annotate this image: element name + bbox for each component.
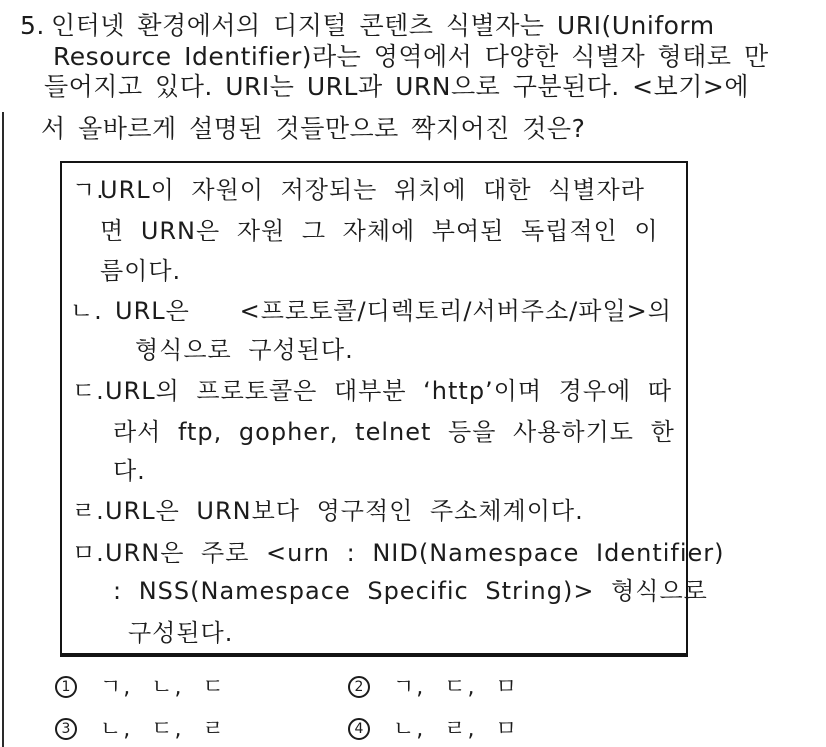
question-text-line-4: 서 올바르게 설명된 것들만으로 짝지어진 것은?	[41, 114, 586, 143]
boki-item-d-line-1: URL의 프로토콜은 대부분 ‘http’이며 경우에 따	[105, 377, 673, 405]
choice-4[interactable]	[348, 718, 638, 747]
boki-box	[60, 161, 725, 657]
boki-item-m-marker: ㅁ.	[72, 539, 105, 567]
choice-2-number: 2	[348, 676, 370, 698]
boki-item-r-line-1: URL은 URN보다 영구적인 주소체계이다.	[105, 497, 584, 525]
question-text-line-1: 인터넷 환경에서의 디지털 콘텐츠 식별자는 URI(Uniform	[51, 11, 715, 40]
question-number: 5.	[20, 11, 45, 40]
boki-item-g-line-1: URL이 자원이 저장되는 위치에 대한 식별자라	[100, 176, 645, 204]
choice-3-number: 3	[55, 718, 77, 740]
choice-4-number: 4	[348, 718, 370, 740]
boki-item-n-line-1: URL은 <프로토콜/디렉토리/서버주소/파일>의	[115, 297, 672, 325]
choice-1-number: 1	[55, 676, 77, 698]
boki-item-m-line-1: URN은 주로 <urn : NID(Namespace Identifier)	[105, 539, 725, 567]
question-text-line-3: 들어지고 있다. URI는 URL과 URN으로 구분된다. <보기>에	[44, 72, 750, 101]
question-text-line-2: Resource Identifier)라는 영역에서 다양한 식별자 형태로 만	[53, 42, 769, 71]
boki-item-d-line-3: 다.	[113, 457, 146, 485]
boki-item-g-line-3: 름이다.	[100, 257, 182, 285]
boki-item-g-marker: ㄱ.	[72, 176, 105, 204]
boki-item-g-line-2: 면 URN은 자원 그 자체에 부여된 독립적인 이	[100, 217, 659, 245]
choice-2[interactable]	[348, 676, 638, 706]
boki-item-m-line-3: 구성된다.	[128, 619, 234, 647]
choice-3-label: ㄴ, ㄷ, ㄹ	[100, 717, 226, 742]
page-column-divider	[2, 112, 4, 747]
choice-4-label: ㄴ, ㄹ, ㅁ	[393, 717, 519, 742]
choice-1[interactable]	[55, 676, 345, 706]
boki-item-n-marker: ㄴ.	[70, 297, 103, 325]
boki-item-m-line-2: : NSS(Namespace Specific String)> 형식으로	[113, 577, 708, 605]
boki-item-d-marker: ㄷ.	[72, 377, 105, 405]
boki-item-d-line-2: 라서 ftp, gopher, telnet 등을 사용하기도 한	[113, 418, 675, 446]
boki-item-n-line-2: 형식으로 구성된다.	[135, 336, 354, 364]
choice-3[interactable]	[55, 718, 345, 747]
choice-1-label: ㄱ, ㄴ, ㄷ	[100, 675, 226, 700]
boki-item-r-marker: ㄹ.	[72, 497, 105, 525]
choice-2-label: ㄱ, ㄷ, ㅁ	[393, 675, 519, 700]
